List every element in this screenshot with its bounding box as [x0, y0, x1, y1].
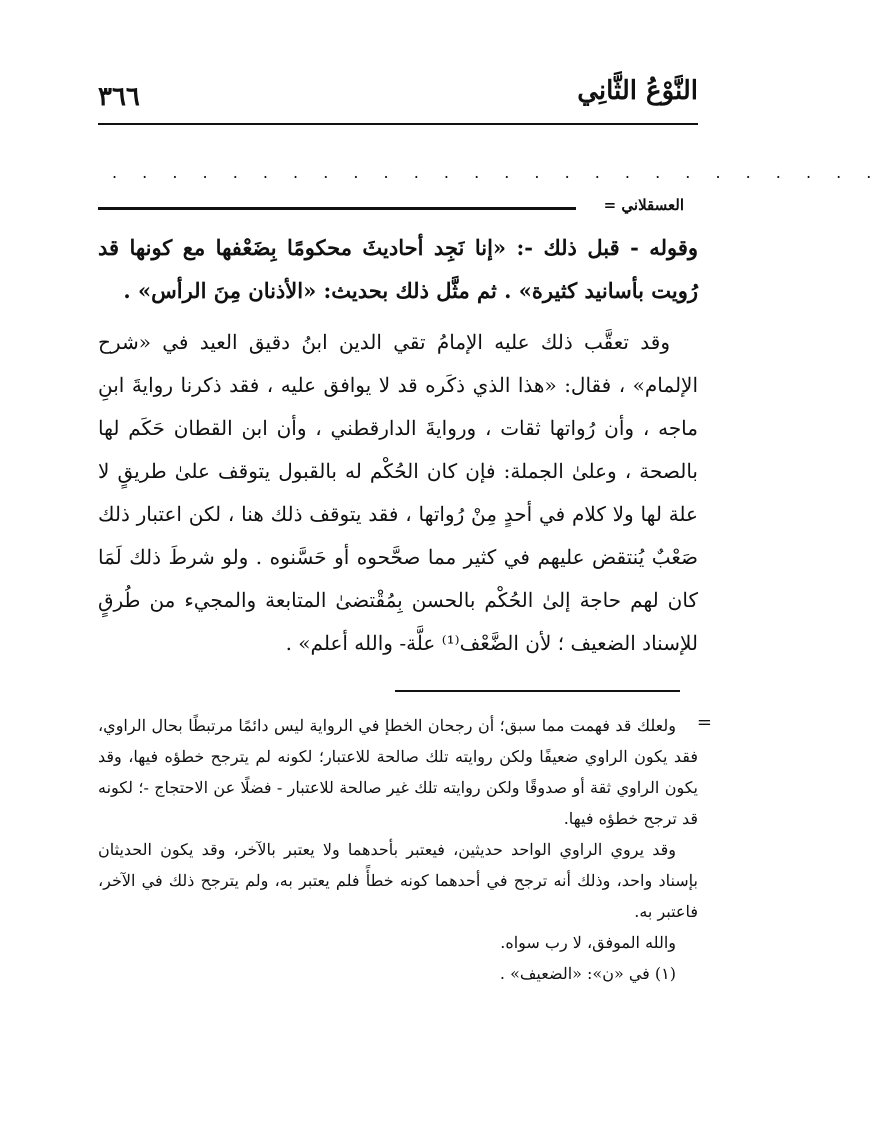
section-label: العسقلاني =	[603, 196, 684, 214]
section-rule	[98, 207, 576, 210]
page-number: ٣٦٦	[98, 82, 140, 112]
footnote-paragraph: والله الموفق، لا رب سواه.	[500, 933, 676, 952]
header-rule	[98, 123, 698, 125]
page-header	[98, 72, 698, 122]
footnote-paragraph: ولعلك قد فهمت مما سبق؛ أن رجحان الخطإ في الرواية ليس دائمًا مرتبطًا بحال الراوي، فقد يكون الراوي ضعيفًا ولكن روايته تلك صالحة للاعتبار؛ لكونه لم يترجح خطؤه فيها، وقد يكون الراوي ثقة أو صدوقًا ولكن روايته تلك غير صالحة للاعتبار - فضلًا عن الاحتجاج -؛ لكونه قد ترجح خطؤه فيها.	[98, 716, 698, 828]
body-paragraph: وقد تعقَّب ذلك عليه الإمامُ تقي الدين ابنُ دقيق العيد في «شرح الإلمام» ، فقال: «هذا الذي ذكَره قد لا يوافق عليه ، فقد ذكرنا روايةَ ابنِ ماجه ، وأن رُواتها ثقات ، وروايةَ الدارقطني ، وأن ابن القطان حَكَم لها بالصحة ، وعلىٰ الجملة: فإن كان الحُكْم له بالقبول يتوقف علىٰ طريقٍ لا علة لها ولا كلام في أحدٍ مِنْ رُواتها ، فقد يتوقف ذلك هنا ، لكن اعتبار ذلك صَعْبٌ يُنتقض عليهم في كثير مما صحَّحوه أو حَسَّنوه . ولو شرطَ ذلك لَمَا كان لهم حاجة إلىٰ الحُكْم بالحسن بِمُقْتضىٰ المتابعة والمجيء من طُرقٍ للإسناد الضعيف ؛ لأن الضَّعْف⁽¹⁾ علَّة- والله أعلم» .	[98, 330, 698, 655]
footnote-entry: (١) في «ن»: «الضعيف» .	[499, 964, 676, 983]
elision-dots: . . . . . . . . . . . . . . . . . . . . . . . . . .	[112, 163, 881, 182]
running-title: النَّوْعُ الثَّانِي	[577, 76, 698, 106]
main-body	[98, 321, 698, 665]
footnote-continuation-mark: =	[696, 712, 712, 733]
footnote-rule	[395, 690, 680, 692]
footnote-paragraph: وقد يروي الراوي الواحد حديثين، فيعتبر بأحدهما ولا يعتبر بالآخر، وقد يكون الحديثان بإسناد واحد، وذلك أنه ترجح في أحدهما كونه خطأً فلم يعتبر به، ولم يترجح ذلك في الآخر، فاعتبر به.	[98, 840, 698, 921]
quoted-statement: وقوله - قبل ذلك -: «إنا نَجِد أحاديثَ محكومًا بِضَعْفها مع كونها قد رُويت بأسانيد كثيرة» . ثم مثَّل ذلك بحديث: «الأذنان مِنَ الرأس» .	[98, 235, 698, 303]
footnotes	[98, 710, 698, 989]
